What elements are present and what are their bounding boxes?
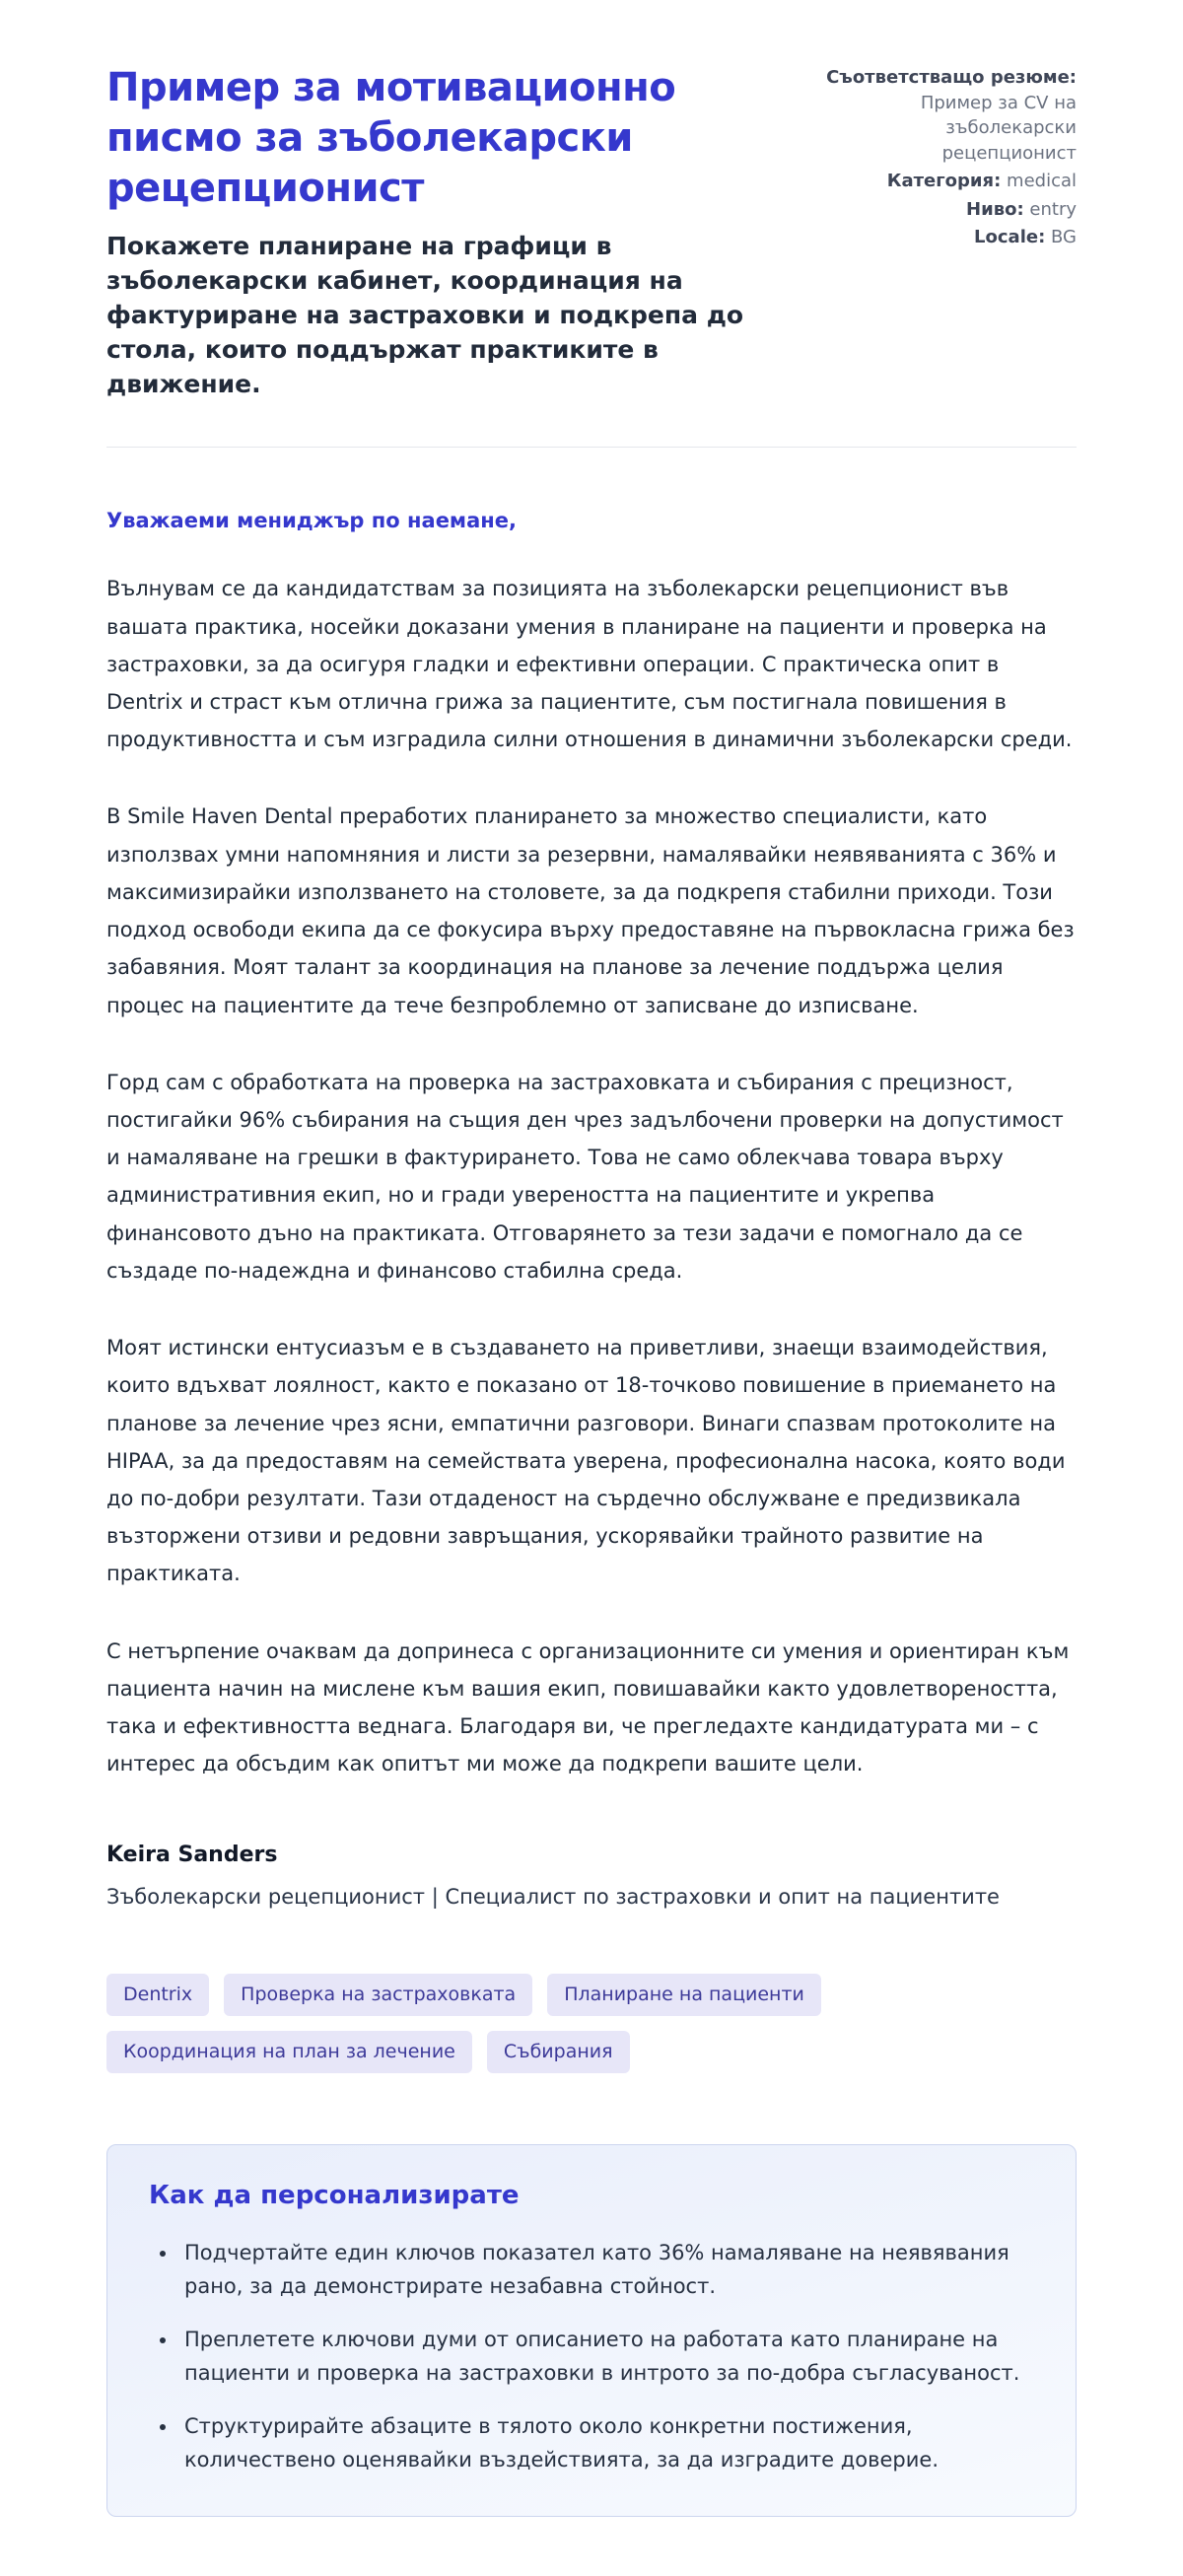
letter-paragraph: Вълнувам се да кандидатствам за позицията на зъболекарски рецепционист във вашата практика, носейки доказани умения в планиране на пациенти и проверка на застраховки, за да осигуря гладки и ефективни операции. С практическа опит в Dentrix и страст към отлична грижа за пациентите, съм постигнала повишения в продуктивността и съм изградила силни отношения в динамични зъболекарски среди.: [106, 577, 1073, 752]
header: [106, 63, 1077, 401]
signature-name: Keira Sanders: [106, 1842, 278, 1867]
tips-list: [149, 2236, 1034, 2476]
personalization-tips-card: [106, 2144, 1077, 2517]
signature-role: Зъболекарски рецепционист | Специалист по застраховки и опит на пациентите: [106, 1884, 1000, 1909]
skill-tags: [106, 1974, 1077, 2073]
meta-level-label: Ниво:: [966, 198, 1024, 220]
tips-title: Как да персонализирате: [149, 2180, 520, 2210]
meta-resume: [825, 65, 1077, 166]
letter-paragraph: В Smile Haven Dental преработих планирането за множество специалисти, като използвах умни напомняния и листи за резервни, намалявайки неявяванията с 36% и максимизирайки използването на столовете, за да подкрепя стабилни приходи. Този подход освободи екипа да се фокусира върху предоставяне на първокласна грижа без забавяния. Моят талант за координация на планове за лечение поддържа целия процес на пациентите да тече безпроблемно от записване до изписване.: [106, 804, 1075, 1017]
letter-salutation: Уважаеми мениджър по наемане,: [106, 509, 518, 533]
meta-level-value: entry: [1029, 198, 1077, 220]
letter-paragraph: Горд сам с обработката на проверка на застраховката и събирания с прецизност, постигайки 96% събирания на същия ден чрез задълбочени проверки на допустимост и намаляване на грешки в фактурирането. Това не само облекчава товара върху административния екип, но и гради увереността на пациентите и укрепва финансовото дъно на практиката. Отговарянето за тези задачи е помогнало да се създаде по-надеждна и финансово стабилна среда.: [106, 1070, 1064, 1283]
tip-item: • Структурирайте абзаците в тялото около конкретни постижения, количествено оценявайки въздействията, за да изградите доверие.: [178, 2409, 1034, 2476]
letter-paragraph: Моят истински ентусиазъм е в създаването на приветливи, знаещи взаимодействия, които вдъхват лоялност, както е показано от 18-точково повишение в приемането на планове за лечение чрез ясни, емпатични разговори. Винаги спазвам протоколите на HIPAA, за да предоставям на семействата уверена, професионална насока, която води до по-добри резултати. Тази отдаденост на сърдечно обслужване е предизвикала възторжени отзиви и редовни завръщания, ускорявайки трайното развитие на практиката.: [106, 1336, 1066, 1586]
page-title: Пример за мотивационно писмо за зъболекарски рецепционист: [106, 65, 676, 211]
meta-locale-value: BG: [1051, 227, 1077, 248]
skill-tag: Проверка на застраховката: [224, 1974, 532, 2016]
skill-tag: Събирания: [487, 2031, 630, 2073]
header-divider: [106, 447, 1077, 448]
meta-locale-label: Locale:: [974, 227, 1046, 248]
meta-locale: [825, 225, 1077, 250]
letter-paragraph: С нетърпение очаквам да допринеса с организационните си умения и ориентиран към пациента начин на мислене към вашия екип, повишавайки както удовлетвореността, така и ефективността веднага. Благодаря ви, че прегледахте кандидатурата ми – с интерес да обсъдим как опитът ми може да подкрепи вашите цели.: [106, 1638, 1070, 1776]
tip-item: • Подчертайте един ключов показател като 36% намаляване на неявявания рано, за да демонстрирате незабавна стойност.: [178, 2236, 1034, 2303]
header-meta: [825, 63, 1077, 253]
meta-category: [825, 169, 1077, 194]
cover-letter: [106, 509, 1077, 1908]
meta-category-value: medical: [1007, 171, 1077, 192]
meta-resume-value: Пример за CV на зъболекарски рецепционист: [920, 92, 1077, 164]
skill-tag: Планиране на пациенти: [547, 1974, 821, 2016]
skill-tag: Dentrix: [106, 1974, 209, 2016]
meta-category-label: Категория:: [886, 171, 1002, 192]
skill-tag: Координация на план за лечение: [106, 2031, 472, 2073]
meta-level: [825, 197, 1077, 223]
header-title-block: [106, 63, 752, 401]
meta-resume-label: Съответстващо резюме:: [826, 67, 1077, 88]
tip-item: • Преплетете ключови думи от описанието на работата като планиране на пациенти и проверка на застраховки в интрото за по-добра съгласуваност.: [178, 2323, 1034, 2390]
page-subtitle: Покажете планиране на графици в зъболекарски кабинет, координация на фактуриране на застраховки и подкрепа до стола, които поддържат практиките в движение.: [106, 232, 744, 399]
